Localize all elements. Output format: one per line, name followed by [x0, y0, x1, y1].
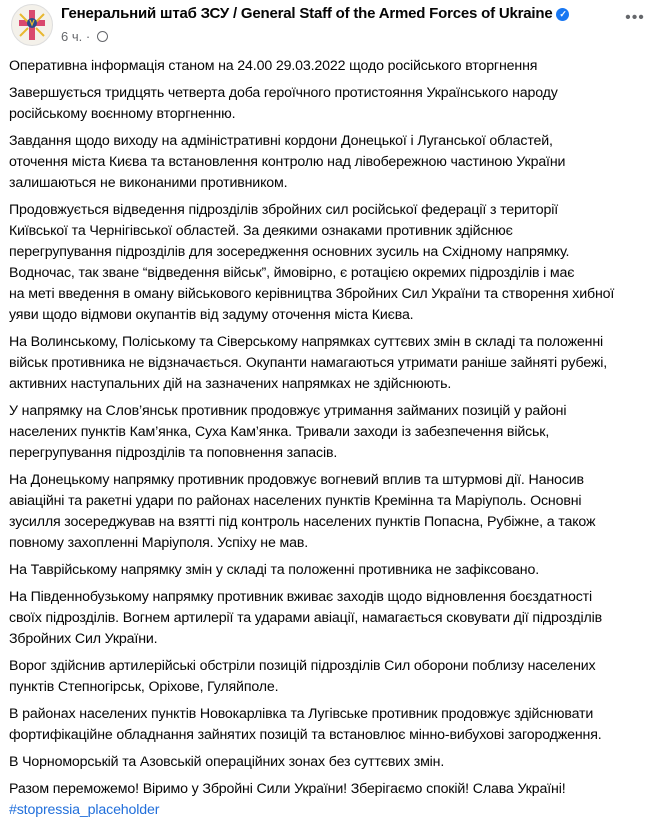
paragraph-line: Завдання щодо виходу на адміністративні кордони Донецької і Луганської областей, [9, 133, 553, 149]
post-time[interactable]: 6 ч. [61, 29, 83, 44]
post-header [0, 0, 661, 54]
paragraph-line: перегрупування підрозділів для зосередження основних зусиль на Східному напрямку. [9, 244, 570, 260]
paragraph-line: Ворог здійснив артилерійські обстріли позицій підрозділів Сил оборони поблизу населених [9, 658, 596, 674]
avatar[interactable] [11, 4, 53, 46]
globe-icon [97, 31, 108, 42]
post-text [0, 54, 661, 821]
paragraph-line: Оперативна інформація станом на 24.00 29.03.2022 щодо російського вторгнення [9, 58, 538, 74]
paragraph-line: пунктів Степногірськ, Оріхове, Гуляйполе. [9, 679, 279, 695]
more-options-button[interactable]: ••• [625, 9, 645, 26]
paragraph-line: військ противника не відзначається. Окупанти намагаються утримати раніше зайняті рубежі, [9, 355, 608, 371]
paragraph-line: В районах населених пунктів Новокарлівка та Лугівське противник продовжує здійснювати [9, 706, 594, 722]
paragraph-line: оточення міста Києва та встановлення контролю над лівобережною частиною України [9, 154, 566, 170]
paragraph-line: На Волинському, Поліському та Сіверському напрямках суттєвих змін в складі та положенні [9, 334, 604, 350]
post-paragraph [9, 131, 661, 194]
verified-badge-icon: ✓ [556, 8, 569, 21]
post-paragraph [9, 752, 661, 773]
paragraph-line: У напрямку на Слов’янськ противник продовжує утримання займаних позицій у районі [9, 403, 567, 419]
paragraph-line: повному захопленні Маріуполя. Успіху не мав. [9, 535, 309, 551]
post-paragraph [9, 56, 661, 77]
post-paragraph [9, 656, 661, 698]
post-paragraph [9, 401, 661, 464]
post-paragraph [9, 560, 661, 581]
post-paragraph [9, 470, 661, 554]
paragraph-line: Київської та Чернігівської областей. За деякими ознаками противник здійснює [9, 223, 513, 239]
paragraph-line: зусилля зосереджував на взятті під контроль населених пунктів Попасна, Рубіжне, а також [9, 514, 596, 530]
paragraph-line: Разом переможемо! Віримо у Збройні Сили України! Зберігаємо спокій! Слава Україні! [9, 781, 566, 797]
paragraph-line: Збройних Сил України. [9, 631, 158, 647]
paragraph-line: Продовжується відведення підрозділів збройних сил російської федерації з території [9, 202, 559, 218]
paragraph-line: фортифікаційне обладнання зайнятих позицій та встановлює мінно-вибухові загородження. [9, 727, 602, 743]
paragraph-line: авіаційні та ракетні удари по районах населених пунктів Кремінна та Маріуполь. Основні [9, 493, 582, 509]
paragraph-line: На Таврійському напрямку змін у складі та положенні противника не зафіксовано. [9, 562, 539, 578]
paragraph-line: Водночас, так зване “відведення військ”, ймовірно, є ротацією окремих підрозділів і має [9, 265, 575, 281]
paragraph-line: на меті введення в оману військового керівництва Збройних Сил України та створення хибної [9, 286, 615, 302]
general-staff-emblem-icon [12, 5, 52, 45]
paragraph-line: перегрупування підрозділів та поповнення запасів. [9, 445, 338, 461]
paragraph-line: активних наступальних дій на зазначених напрямках не здійснюють. [9, 376, 452, 392]
hashtag-link[interactable]: #stopressia_placeholder [9, 802, 160, 818]
post-paragraph [9, 704, 661, 746]
paragraph-line: На Донецькому напрямку противник продовжує вогневий вплив та штурмові дії. Наносив [9, 472, 584, 488]
paragraph-line: В Чорноморській та Азовській операційних зонах без суттєвих змін. [9, 754, 445, 770]
post-paragraph [9, 779, 661, 821]
meta-separator: · [85, 29, 91, 44]
author-name[interactable] [61, 5, 569, 22]
paragraph-line: населених пунктів Кам’янка, Суха Кам’янка. Тривали заходи із забезпечення військ, [9, 424, 550, 440]
paragraph-line: На Південнобузькому напрямку противник вживає заходів щодо відновлення боєздатності [9, 589, 592, 605]
post-paragraph [9, 83, 661, 125]
author-link[interactable]: Генеральний штаб ЗСУ / General Staff of the Armed Forces of Ukraine [61, 5, 553, 22]
paragraph-line: Завершується тридцять четверта доба героїчного протистояння Українського народу [9, 85, 558, 101]
paragraph-line: російському воєнному вторгненню. [9, 106, 236, 122]
post-meta [61, 29, 108, 44]
post-paragraph [9, 200, 661, 326]
post-paragraph [9, 587, 661, 650]
paragraph-line: уяви щодо відмови окупантів від задуму оточення міста Києва. [9, 307, 414, 323]
paragraph-line: залишаються не виконаними противником. [9, 175, 288, 191]
post-paragraph [9, 332, 661, 395]
paragraph-line: своїх підрозділів. Вогнем артилерії та ударами авіації, намагається сковувати дії підрозділів [9, 610, 603, 626]
